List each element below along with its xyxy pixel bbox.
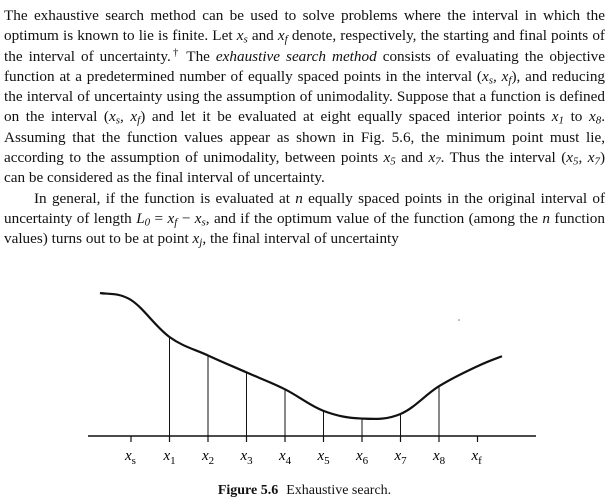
tick-label-x2: $x_2$	[202, 448, 215, 467]
stray-dot	[458, 319, 460, 321]
tick-label-x3: $x_3$	[240, 448, 253, 467]
tick-labels	[124, 448, 482, 467]
tick-label-x8: $x_8$	[433, 448, 446, 467]
ordinate-lines	[170, 337, 440, 436]
tick-label-x7: $x_7$	[394, 448, 407, 467]
paragraph-2: In general, if the function is evaluated at n equally spaced points in the original interval of uncertainty of length $L_0 = x_f - x_s$, and if the optimum value of the function (among the n function values) turns out to be at point $x_j$, the final interval of uncertainty	[4, 189, 605, 249]
tick-label-x1: $x_1$	[163, 448, 176, 467]
tick-label-x6: $x_6$	[356, 448, 369, 467]
figure-caption	[0, 483, 609, 499]
tick-label-xf: $x_f$	[471, 448, 482, 467]
figure-exhaustive-search	[0, 280, 609, 480]
function-curve	[100, 293, 502, 419]
axis-ticks	[131, 436, 478, 442]
tick-label-xs: $x_s$	[125, 448, 136, 467]
caption-label: Figure 5.6	[217, 483, 279, 498]
caption-text: Exhaustive search.	[286, 483, 392, 498]
body-text	[4, 6, 605, 250]
math-xf: $x_f$	[277, 27, 288, 47]
tick-label-x4: $x_4$	[279, 448, 292, 467]
paragraph-1: The exhaustive search method can be used to solve problems where the interval in which the optimum is known to lie is finite. Let $x_s$ and $x_f$ denote, respectively, the starting and final points of the interval of uncertainty.† The exhaustive search method consists of evaluating the objective function at a predetermined number of equally spaced points in the interval ($x_s$, $x_f$), and reducing the interval of uncertainty using the assumption of unimodality. Suppose that a function is defined on the interval ($x_s$, $x_f$) and let it be evaluated at eight equally spaced interior points $x_1$ to $x_8$. Assuming that the function values appear as shown in Fig. 5.6, the minimum point must lie, according to the assumption of unimodality, between points $x_5$ and $x_7$. Thus the interval ($x_5$, $x_7$) can be considered as the final interval of uncertainty.	[4, 7, 606, 187]
tick-label-x5: $x_5$	[317, 448, 330, 467]
footnote-dagger: †	[170, 47, 181, 59]
emphasis-term: exhaustive search method	[215, 47, 377, 65]
math-xs: $x_s$	[236, 27, 248, 47]
